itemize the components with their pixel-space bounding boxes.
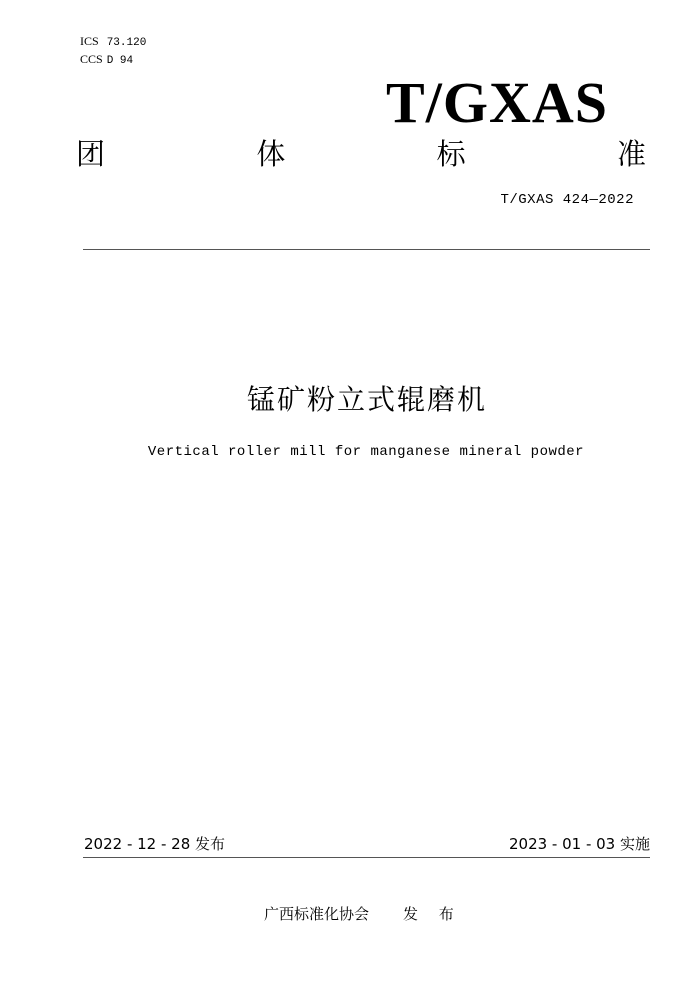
implement-date: 2023 - 01 - 03 实施 xyxy=(508,835,650,853)
issuer-name: 广西标准化协会 xyxy=(264,905,370,923)
ccs-value: D 94 xyxy=(106,55,134,67)
ics-label: ICS xyxy=(80,34,99,48)
ccs-classification xyxy=(80,51,133,69)
header-divider xyxy=(83,249,650,250)
footer-divider xyxy=(83,857,650,858)
title-english: Vertical roller mill for manganese mineral powder xyxy=(147,444,585,460)
ics-value: 73.120 xyxy=(106,37,147,49)
standard-type-char: 体 xyxy=(256,137,286,171)
standard-type xyxy=(76,134,646,174)
ics-classification xyxy=(80,33,146,51)
ccs-label: CCS xyxy=(80,52,103,66)
title-chinese: 锰矿粉立式辊磨机 xyxy=(246,383,487,416)
issuer-line xyxy=(264,903,462,925)
publish-date: 2022 - 12 - 28 发布 xyxy=(84,835,226,853)
issue-word: 发 布 xyxy=(403,905,462,923)
org-code-logo: T/GXAS xyxy=(386,70,608,135)
standard-type-char: 准 xyxy=(616,137,646,171)
standard-number: T/GXAS 424—2022 xyxy=(500,192,634,208)
standard-type-char: 团 xyxy=(76,137,106,171)
standard-type-char: 标 xyxy=(436,137,466,171)
